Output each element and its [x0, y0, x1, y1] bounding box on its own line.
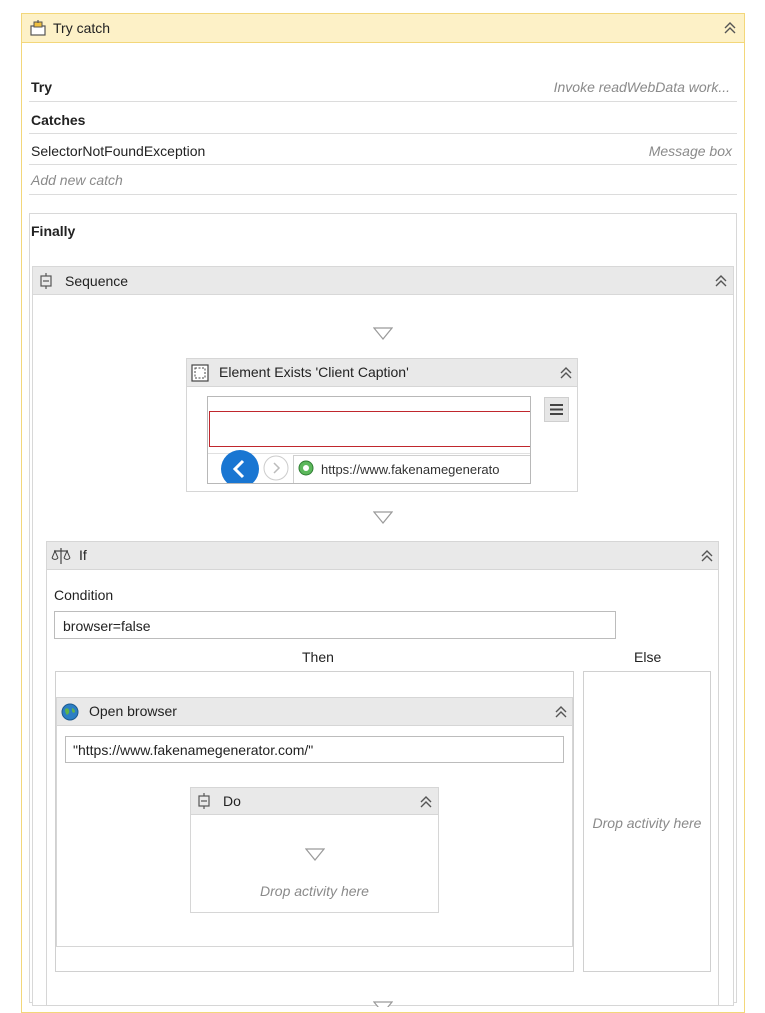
condition-value: browser=false: [63, 618, 151, 634]
back-button-icon: [220, 449, 260, 484]
divider: [29, 101, 737, 102]
sequence-icon: [196, 793, 212, 809]
drop-arrow-icon[interactable]: [373, 994, 393, 1010]
site-icon: [298, 460, 314, 479]
collapse-icon[interactable]: [559, 366, 573, 380]
drop-arrow-icon[interactable]: [373, 511, 393, 528]
collapse-icon[interactable]: [700, 549, 714, 563]
globe-icon: [61, 703, 79, 721]
catch-exception-type[interactable]: SelectorNotFoundException: [31, 143, 206, 159]
if-header[interactable]: [46, 541, 719, 570]
open-browser-title: Open browser: [89, 703, 177, 719]
condition-label: Condition: [54, 587, 114, 603]
drop-arrow-icon[interactable]: [305, 848, 325, 865]
catch-action[interactable]: Message box: [648, 143, 732, 159]
sequence-title: Sequence: [65, 273, 129, 289]
add-new-catch-link[interactable]: Add new catch: [31, 172, 123, 188]
sequence-header[interactable]: [32, 266, 734, 295]
selection-highlight: [209, 411, 531, 447]
catches-label: Catches: [31, 112, 86, 128]
do-drop-text[interactable]: Drop activity here: [260, 883, 369, 899]
if-title: If: [79, 547, 87, 563]
do-header[interactable]: [190, 787, 439, 815]
condition-input[interactable]: [54, 611, 616, 639]
collapse-icon[interactable]: [419, 795, 433, 809]
element-exists-icon: [191, 364, 209, 382]
else-drop-text: Drop activity here: [592, 815, 702, 831]
try-catch-header[interactable]: [21, 13, 745, 43]
collapse-icon[interactable]: [723, 21, 737, 35]
try-catch-icon: [29, 19, 47, 37]
else-section[interactable]: [583, 671, 711, 972]
divider: [29, 133, 737, 134]
drop-arrow-icon[interactable]: [373, 327, 393, 344]
url-input[interactable]: [65, 736, 564, 763]
address-bar: [293, 455, 531, 484]
url-value: "https://www.fakenamegenerator.com/": [73, 742, 314, 758]
try-catch-title: Try catch: [53, 20, 111, 36]
try-activity-link[interactable]: Invoke readWebData work...: [553, 79, 730, 95]
then-label: Then: [302, 649, 334, 665]
collapse-icon[interactable]: [554, 705, 568, 719]
open-browser-header[interactable]: [56, 697, 573, 726]
menu-icon[interactable]: [544, 397, 569, 422]
divider: [29, 194, 737, 195]
try-label: Try: [31, 79, 53, 95]
element-preview-image: [207, 396, 531, 484]
if-icon: [51, 547, 71, 565]
element-exists-title: Element Exists 'Client Caption': [219, 364, 409, 380]
forward-button-icon: [263, 455, 289, 484]
finally-label: Finally: [31, 223, 76, 239]
element-exists-header[interactable]: [186, 358, 578, 387]
preview-url: https://www.fakenamegenerato: [321, 462, 500, 477]
divider: [29, 164, 737, 165]
else-label: Else: [634, 649, 662, 665]
collapse-icon[interactable]: [714, 274, 728, 288]
sequence-icon: [38, 273, 54, 289]
do-title: Do: [223, 793, 241, 809]
